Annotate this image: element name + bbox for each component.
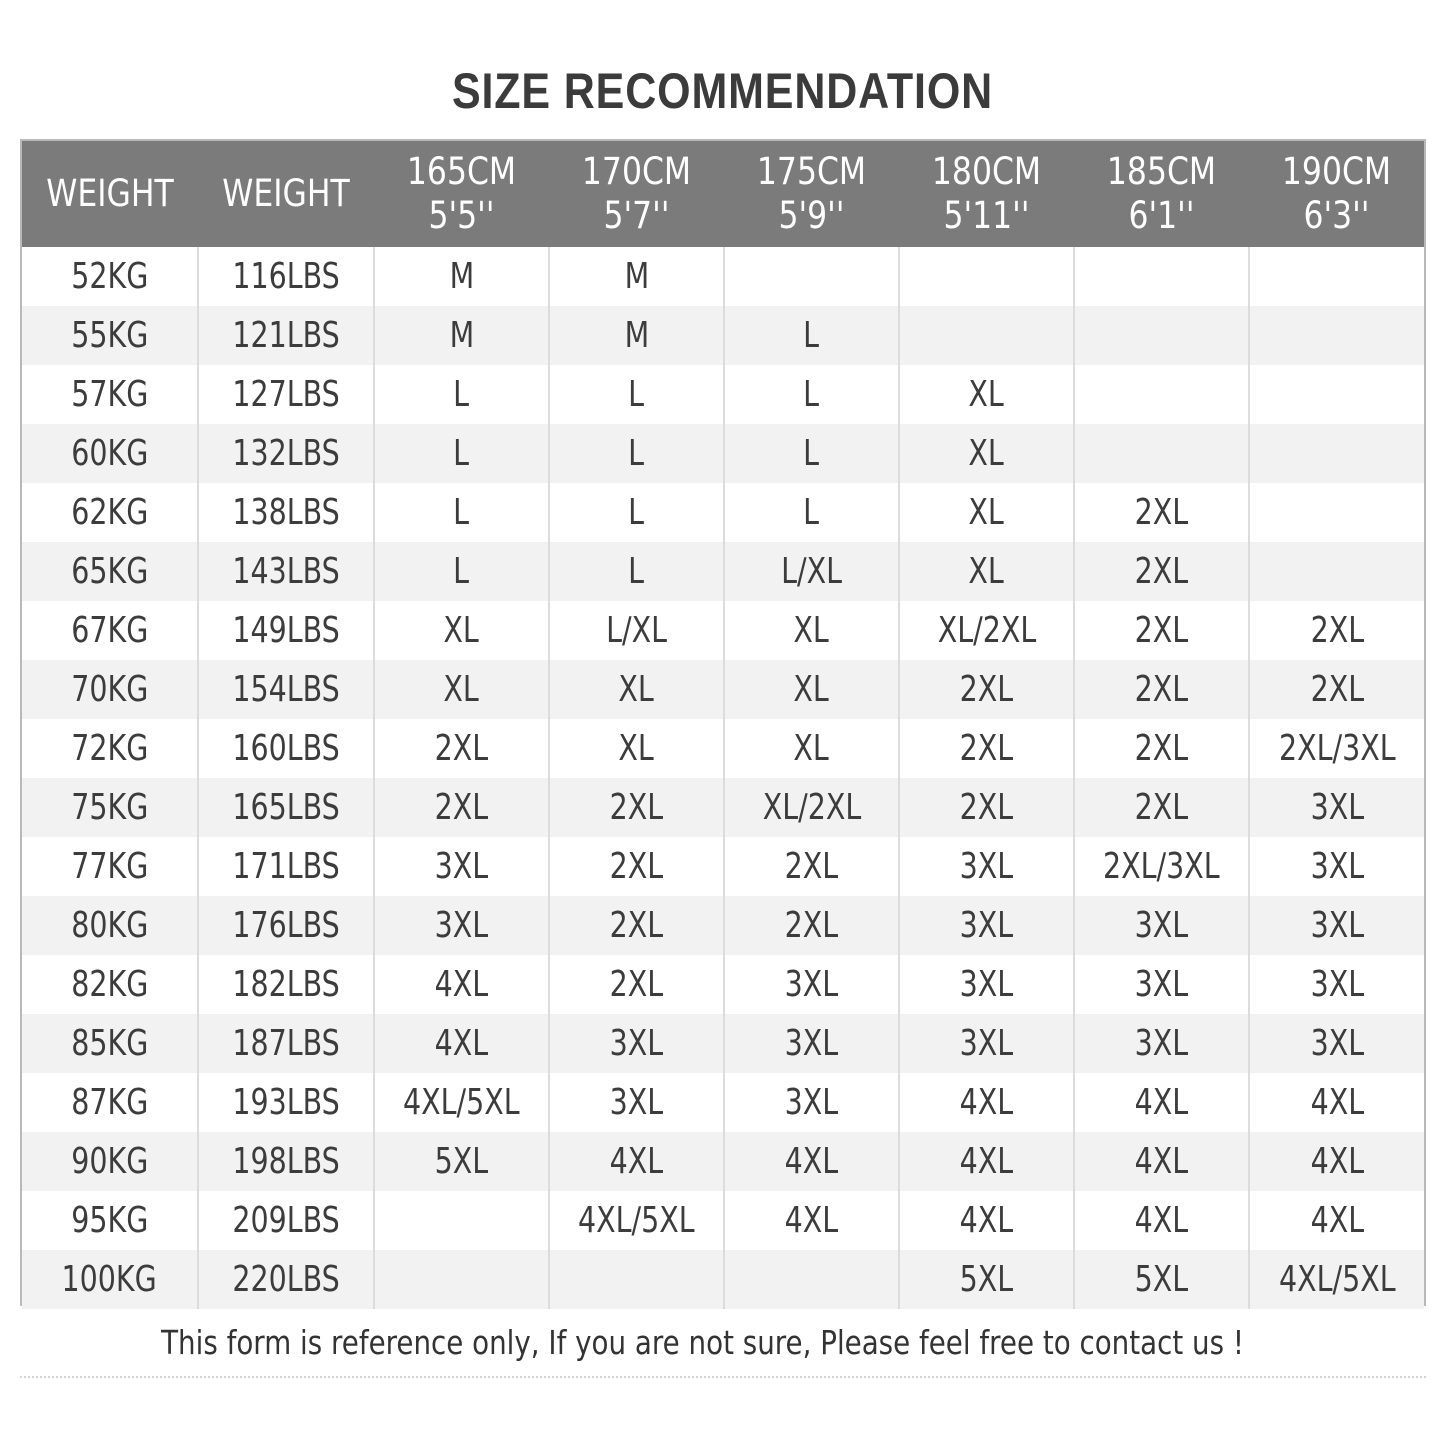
table-row [22,247,1424,306]
table-row [22,365,1424,424]
size-cell: L [374,542,549,601]
size-cell: 3XL [899,1014,1074,1073]
size-cell [899,247,1074,306]
size-cell: 3XL [1249,1014,1424,1073]
size-cell: L [724,424,899,483]
size-cell: 3XL [1249,955,1424,1014]
weight-kg-cell: 70KG [22,660,198,719]
weight-kg-cell: 90KG [22,1132,198,1191]
size-cell [1074,247,1249,306]
size-cell [1249,542,1424,601]
size-cell: 4XL [899,1073,1074,1132]
size-cell: 2XL [549,955,724,1014]
size-cell: 4XL [1074,1132,1249,1191]
size-cell: 4XL/5XL [1249,1250,1424,1309]
size-cell: 4XL [374,1014,549,1073]
size-cell: 2XL [724,837,899,896]
weight-kg-cell: 80KG [22,896,198,955]
size-cell: XL [724,601,899,660]
table-row [22,778,1424,837]
size-cell [1074,306,1249,365]
page-title: SIZE RECOMMENDATION [451,63,994,119]
weight-kg-cell: 52KG [70,256,149,297]
size-cell: XL [724,719,899,778]
size-cell: 3XL [1074,896,1249,955]
size-cell: 2XL [549,896,724,955]
weight-kg-cell: 57KG [70,374,149,415]
size-cell: M [549,306,724,365]
size-cell: 4XL [1249,1191,1424,1250]
size-cell: 2XL [374,719,549,778]
size-cell: 5XL [899,1250,1074,1309]
size-cell: 2XL [724,896,899,955]
table-row [22,896,1424,955]
size-cell: 3XL [899,896,1074,955]
weight-lbs-cell: 209LBS [198,1191,374,1250]
size-cell: 3XL [724,1014,899,1073]
weight-kg-cell: 67KG [70,610,149,651]
size-cell: 4XL/5XL [549,1191,724,1250]
size-cell: L [724,306,899,365]
header-row [22,141,1424,247]
weight-lbs-cell: 160LBS [198,719,374,778]
size-cell: 3XL [374,896,549,955]
size-cell: XL [899,365,1074,424]
table-row [22,1132,1424,1191]
column-header-180cm: 180CM 5'11'' [899,141,1074,247]
weight-kg-cell: 100KG [22,1250,198,1309]
column-header-weight-kg: WEIGHT [22,141,198,247]
size-cell: 2XL [1074,660,1249,719]
size-cell: 2XL [899,719,1074,778]
table-row [22,306,1424,365]
table-row [22,1250,1424,1309]
table-body [22,247,1424,1309]
table-row [22,542,1424,601]
size-cell [1249,247,1424,306]
reference-note: This form is reference only, If you are not sure, Please feel free to contact us ! [161,1323,1244,1362]
size-cell: 2XL [899,778,1074,837]
size-cell [549,1250,724,1309]
size-cell: 3XL [899,837,1074,896]
bottom-divider [20,1376,1426,1378]
weight-kg-cell: 85KG [22,1014,198,1073]
size-cell: 3XL [1074,955,1249,1014]
size-cell: 2XL [899,660,1074,719]
size-cell: L [374,483,549,542]
weight-lbs-cell: 121LBS [198,306,374,365]
size-cell: XL [549,660,724,719]
weight-kg-cell: 77KG [70,846,149,887]
size-cell: XL [899,424,1074,483]
weight-kg-cell: 60KG [22,424,198,483]
size-cell: XL [899,483,1074,542]
size-cell: XL [899,542,1074,601]
size-cell: M [374,247,549,306]
table-row [22,837,1424,896]
size-cell: 4XL [549,1132,724,1191]
size-cell: L [724,365,899,424]
size-cell: 2XL [1074,719,1249,778]
column-header-165cm: 165CM 5'5'' [374,141,549,247]
size-cell: L/XL [549,601,724,660]
size-cell: XL [549,719,724,778]
size-cell: XL [374,601,549,660]
size-cell [1074,424,1249,483]
weight-kg-cell: 75KG [22,778,198,837]
size-table [22,141,1424,1309]
table-row [22,719,1424,778]
weight-lbs-cell: 198LBS [198,1132,374,1191]
size-cell: 3XL [549,1073,724,1132]
weight-lbs-cell: 116LBS [198,247,374,306]
size-cell: 4XL [899,1191,1074,1250]
size-cell: 3XL [724,955,899,1014]
size-cell [1249,424,1424,483]
size-cell: 4XL [724,1191,899,1250]
size-cell: 2XL [1074,483,1249,542]
size-cell: 2XL [374,778,549,837]
table-row [22,1191,1424,1250]
table-row [22,601,1424,660]
weight-kg-cell: 55KG [22,306,198,365]
size-cell: L [724,483,899,542]
size-cell: 3XL [1249,837,1424,896]
weight-lbs-cell: 182LBS [198,955,374,1014]
weight-kg-cell: 87KG [70,1082,149,1123]
size-cell: L/XL [724,542,899,601]
table-row [22,955,1424,1014]
size-cell [724,1250,899,1309]
size-cell: 3XL [1074,1014,1249,1073]
column-header-185cm: 185CM 6'1'' [1074,141,1249,247]
weight-lbs-cell: 132LBS [198,424,374,483]
size-cell: 3XL [374,837,549,896]
weight-kg-cell: 82KG [70,964,149,1005]
size-cell: 4XL [1074,1073,1249,1132]
column-header-weight-lbs: WEIGHT [198,141,374,247]
size-cell: 2XL/3XL [1249,719,1424,778]
size-cell [374,1250,549,1309]
size-cell: L [374,424,549,483]
size-cell: 2XL [1249,601,1424,660]
size-cell: M [374,306,549,365]
size-cell: 2XL [549,837,724,896]
size-cell: 4XL [1249,1132,1424,1191]
weight-lbs-cell: 143LBS [198,542,374,601]
size-cell [1074,365,1249,424]
size-cell: 4XL [1074,1191,1249,1250]
weight-kg-cell: 65KG [22,542,198,601]
size-cell: XL/2XL [899,601,1074,660]
size-cell: 3XL [1249,896,1424,955]
weight-lbs-cell: 187LBS [198,1014,374,1073]
weight-lbs-cell: 149LBS [198,601,374,660]
table-row [22,424,1424,483]
size-cell: 3XL [899,955,1074,1014]
column-header-170cm: 170CM 5'7'' [549,141,724,247]
size-cell: 3XL [724,1073,899,1132]
size-cell: 4XL [1249,1073,1424,1132]
size-cell: 5XL [1074,1250,1249,1309]
weight-lbs-cell: 171LBS [198,837,374,896]
table-row [22,1073,1424,1132]
size-cell: XL [374,660,549,719]
size-cell: 4XL [374,955,549,1014]
size-cell: L [549,542,724,601]
size-cell: L [549,424,724,483]
weight-lbs-cell: 138LBS [198,483,374,542]
size-cell [1249,306,1424,365]
size-cell: XL/2XL [724,778,899,837]
size-cell: XL [724,660,899,719]
weight-kg-cell: 62KG [70,492,149,533]
size-cell [1249,365,1424,424]
weight-kg-cell: 95KG [70,1200,149,1241]
weight-lbs-cell: 176LBS [198,896,374,955]
size-cell: L [374,365,549,424]
weight-lbs-cell: 193LBS [198,1073,374,1132]
table-row [22,660,1424,719]
size-cell: 2XL/3XL [1074,837,1249,896]
table-row [22,483,1424,542]
weight-lbs-cell: 165LBS [198,778,374,837]
size-cell: 3XL [1249,778,1424,837]
size-cell: 4XL [899,1132,1074,1191]
weight-lbs-cell: 154LBS [198,660,374,719]
size-cell: L [549,483,724,542]
size-cell [1249,483,1424,542]
size-cell: 2XL [1074,778,1249,837]
weight-lbs-cell: 220LBS [198,1250,374,1309]
size-cell: 2XL [549,778,724,837]
size-cell: 3XL [549,1014,724,1073]
column-header-175cm: 175CM 5'9'' [724,141,899,247]
size-cell [374,1191,549,1250]
size-cell: 4XL [724,1132,899,1191]
size-cell: M [549,247,724,306]
size-cell: 2XL [1074,601,1249,660]
table-row [22,1014,1424,1073]
size-cell: 2XL [1074,542,1249,601]
weight-lbs-cell: 127LBS [198,365,374,424]
size-cell: 4XL/5XL [374,1073,549,1132]
size-table-container [20,139,1426,1306]
size-cell [724,247,899,306]
weight-kg-cell: 72KG [70,728,149,769]
column-header-190cm: 190CM 6'3'' [1249,141,1424,247]
size-cell [899,306,1074,365]
size-cell: 5XL [374,1132,549,1191]
size-cell: 2XL [1249,660,1424,719]
size-cell: L [549,365,724,424]
